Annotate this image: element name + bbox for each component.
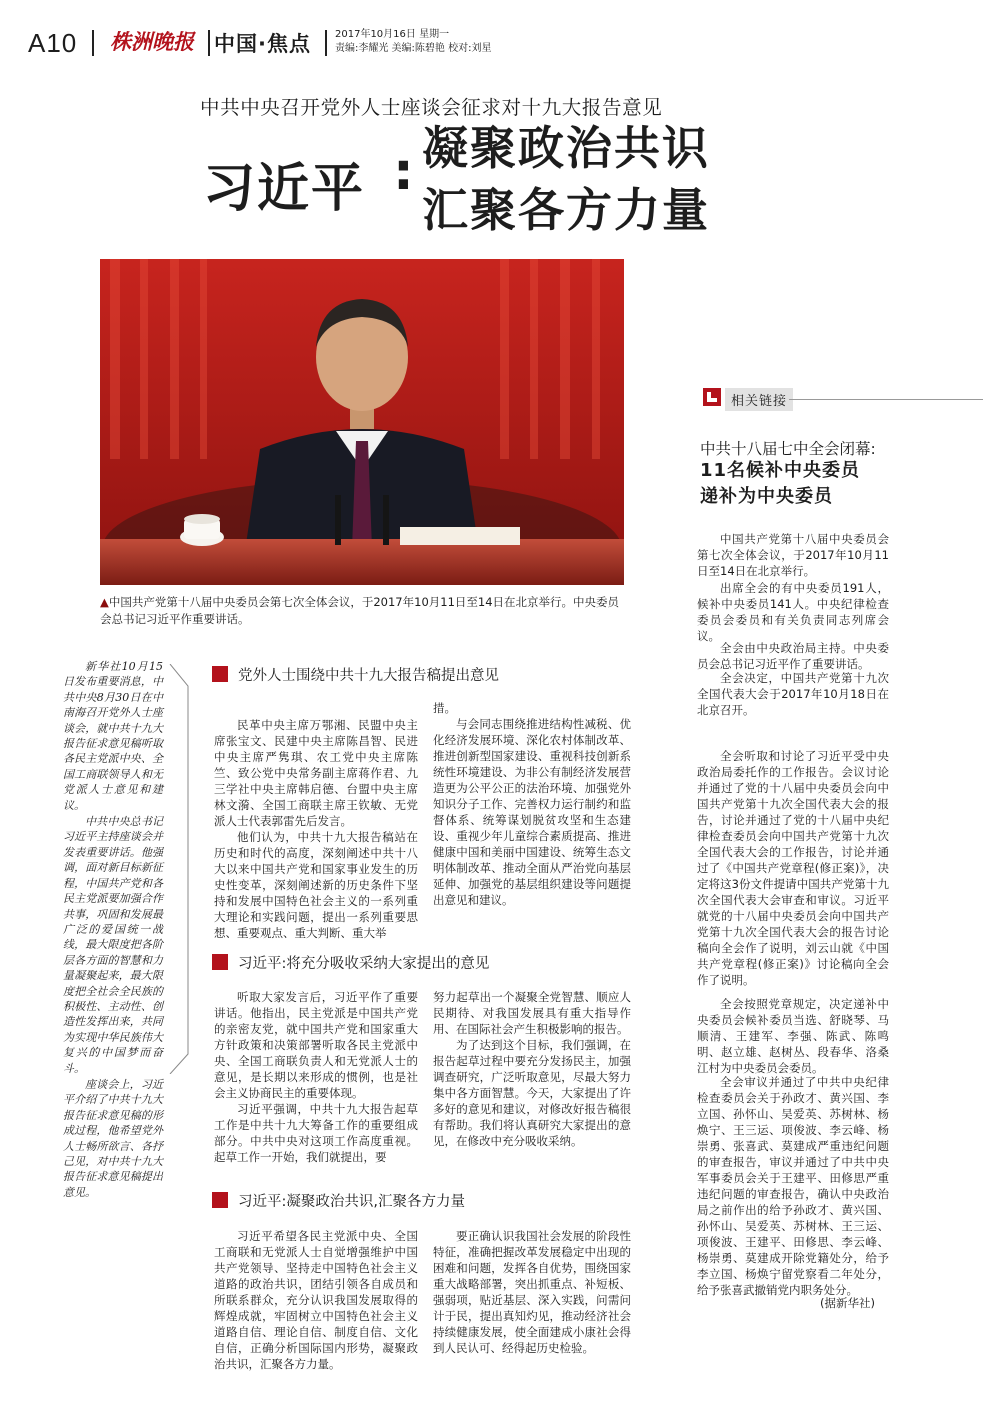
related-paragraph: 全会听取和讨论了习近平受中央政治局委托作的工作报告。会议讨论并通过了党的十八届中央委员会向中国共产党第十九次全国代表大会的报告，讨论并通过了党的十八届中央纪律检查委员会向中国共产党第十九次全国代表大会的工作报告，讨论并通过了《中国共产党章程(修正案)》，决定将这3份文件提请中国共产党第十九次全国代表大会审查和审议。习近平就党的十八届中央委员会向中国共产党第十九次全国代表大会的报告讨论稿向全会作了说明，刘云山就《中国共产党章程(修正案)》讨论稿向全会作了说明。 <box>697 749 889 987</box>
section-title: 习近平:将充分吸收采纳大家提出的意见 <box>238 956 490 972</box>
section-header <box>212 1190 652 1212</box>
headline-speaker: 习近平 <box>203 159 366 219</box>
related-source: (据新华社) <box>820 1296 875 1310</box>
article-paragraph: 习近平希望各民主党派中央、全国工商联和无党派人士自觉增强维护中国共产党领导、坚持走中国特色社会主义道路的政治共识，团结引领各自成员和所联系群众，充分认识我国发展取得的辉煌成就，牢固树立中国特色社会主义道路自信、理论自信、制度自信、文化自信，正确分析国际国内形势，凝聚政治共识，汇聚各方力量。 <box>214 1229 418 1371</box>
photo-caption <box>100 594 630 628</box>
related-paragraph: 全会由中央政治局主持。中央委员会总书记习近平作了重要讲话。 <box>697 641 889 671</box>
article-paragraph: 努力起草出一个凝聚全党智慧、顺应人民期待、对我国发展具有重大指导作用、在国际社会产生积极影响的报告。 <box>433 990 631 1036</box>
article-paragraph: 措。 <box>433 701 456 715</box>
related-title-line-1: 11名候补中央委员 <box>700 460 861 481</box>
article-paragraph: 听取大家发言后，习近平作了重要讲话。他指出，民主党派是中国共产党的亲密友党，就中国共产党和国家重大方针政策和决策部署听取各民主党派中央、全国工商联负责人和无党派人士的意见，是长期以来形成的惯例，也是社会主义协商民主的重要体现。 <box>214 990 418 1100</box>
masthead-meta <box>335 28 491 56</box>
section-3-right-column <box>433 1228 631 1356</box>
red-corner-arrow-icon <box>703 388 721 406</box>
red-square-marker-icon <box>212 1192 228 1208</box>
headline-colon: : <box>393 142 414 202</box>
section-title: 习近平:凝聚政治共识,汇聚各方力量 <box>238 1194 465 1210</box>
related-links-rule <box>789 399 983 400</box>
article-paragraph: 与会同志围绕推进结构性减税、优化经济发展环境、深化农村体制改革、推进创新型国家建设、重视科技创新系统性环境建设、为非公有制经济发展营造更为公平公正的法治环境、加强党外知识分子工作、完善权力运行制约和监督体系、统筹谋划脱贫攻坚和生态建设、重视少年儿童综合素质提高、推进健康中国和美丽中国建设、统筹生态文明体制改革、推动全面从严治党向基层延伸、加强党的基层组织建设等问题提出意见和建议。 <box>433 717 631 907</box>
news-photo <box>100 259 624 585</box>
article-paragraph: 为了达到这个目标，我们强调，在报告起草过程中要充分发扬民主，加强调查研究，广泛听取意见，尽最大努力集中各方面智慧。今天，大家提出了许多好的意见和建议，对修改好报告稿很有帮助。我们将认真研究大家提出的意见，在修改中充分吸收采纳。 <box>433 1038 631 1148</box>
caption-text: 中国共产党第十八届中央委员会第七次全体会议，于2017年10月11日至14日在北京举行。中央委员会总书记习近平作重要讲话。 <box>100 595 620 626</box>
intro-decorative-border <box>168 664 192 1074</box>
section-header <box>212 664 652 686</box>
section-2-right-column <box>433 989 631 1149</box>
related-paragraph: 全会审议并通过了中共中央纪律检查委员会关于孙政才、黄兴国、李立国、孙怀山、吴爱英、苏树林、杨焕宁、王三运、项俊波、李云峰、杨崇勇、张喜武、莫建成严重违纪问题的审查报告，审议并通过了中共中央军事委员会关于王建平、田修思严重违纪问题的审查报告，确认中央政治局之前作出的给予孙政才、黄兴国、孙怀山、吴爱英、苏树林、王三运、项俊波、王建平、田修思、李云峰、杨崇勇、莫建成开除党籍处分，给予李立国、杨焕宁留党察看二年处分，给予张喜武撤销党内职务处分。 <box>697 1075 889 1297</box>
section-1-right-column <box>433 700 631 908</box>
section-2-left-column <box>214 989 418 1165</box>
article-paragraph: 习近平强调，中共十九大报告起草工作是中共十九大筹备工作的重要组成部分。中共中央对这项工作高度重视。起草工作一开始，我们就提出，要 <box>214 1102 418 1164</box>
section-1-left-column <box>214 717 418 941</box>
page-number: A10 <box>28 28 78 58</box>
headline-line-2: 汇聚各方力量 <box>422 183 710 237</box>
related-title-line-2: 递补为中央委员 <box>700 486 833 507</box>
related-paragraph: 全会按照党章规定，决定递补中央委员会候补委员当选、舒晓琴、马顺清、王建军、李强、陈武、陈鸣明、赵立雄、赵树丛、段春华、洛桑江村为中央委员会委员。 <box>697 997 889 1075</box>
red-square-marker-icon <box>212 666 228 682</box>
masthead-divider <box>92 30 94 56</box>
related-paragraph: 出席全会的有中央委员191人，候补中央委员141人。中央纪律检查委员会委员和有关负责同志列席会议。 <box>697 581 889 643</box>
headline-line-1: 凝聚政治共识 <box>422 121 710 175</box>
related-kicker: 中共十八届七中全会闭幕: <box>700 440 876 458</box>
related-links-header <box>703 388 983 410</box>
staff-line: 责编:李耀光 美编:陈碧艳 校对:刘星 <box>335 43 492 54</box>
article-paragraph: 要正确认识我国社会发展的阶段性特征，准确把握改革发展稳定中出现的困难和问题，发挥各自优势，围绕国家重大战略部署，突出抓重点、补短板、强弱项，贴近基层、深入实践，问需问计于民，提出真知灼见，推动经济社会持续健康发展，使全面建成小康社会得到人民认可、经得起历史检验。 <box>433 1229 631 1355</box>
related-paragraph: 全会决定，中国共产党第十九次全国代表大会于2017年10月18日在北京召开。 <box>697 671 889 717</box>
paper-name-logotype: 株洲晚报 <box>110 29 194 54</box>
article-paragraph: 民革中央主席万鄂湘、民盟中央主席张宝文、民建中央主席陈昌智、民进中央主席严隽琪、农工党中央主席陈竺、致公党中央常务副主席蒋作君、九三学社中央主席韩启德、台盟中央主席林文漪、全国工商联主席王钦敏、无党派人士代表郭雷先后发言。 <box>214 718 418 828</box>
section-3-left-column <box>214 1228 418 1372</box>
intro-column <box>63 659 163 1200</box>
headline-kicker: 中共中央召开党外人士座谈会征求对十九大报告意见 <box>200 96 663 119</box>
red-square-marker-icon <box>212 954 228 970</box>
section-title: 党外人士围绕中共十九大报告稿提出意见 <box>238 668 499 684</box>
intro-paragraph: 新华社10月15日发布重要消息，中共中央8月30日在中南海召开党外人士座谈会，就中共十九大报告征求意见稿听取各民主党派中央、全国工商联领导人和无党派人士意见和建议。 <box>63 660 163 812</box>
paper-logo <box>100 28 204 55</box>
section-header <box>212 952 652 974</box>
masthead-divider <box>208 30 210 56</box>
masthead-divider <box>325 30 327 56</box>
article-paragraph: 他们认为，中共十九大报告稿站在历史和时代的高度，深刻阐述中共十八大以来中国共产党和国家事业发生的历史性变革，深刻阐述新的历史条件下坚持和发展中国特色社会主义的一系列重大理论和实践问题，提出一系列重要思想、重要观点、重大判断、重大举 <box>214 830 418 940</box>
intro-paragraph: 座谈会上，习近平介绍了中共十九大报告征求意见稿的形成过程，他希望党外人士畅所欲言、各抒己见，对中共十九大报告征求意见稿提出意见。 <box>63 1077 163 1199</box>
related-paragraph: 中国共产党第十八届中央委员会第七次全体会议，于2017年10月11日至14日在北京举行。 <box>697 532 889 578</box>
date-line: 2017年10月16日 星期一 <box>335 29 450 40</box>
related-links-label: 相关链接 <box>725 388 793 411</box>
intro-paragraph: 中共中央总书记习近平主持座谈会并发表重要讲话。他强调，面对新目标新征程，中国共产党和各民主党派要加强合作共事，巩固和发展最广泛的爱国统一战线，最大限度把各阶层各方面的智慧和力量凝聚起来，最大限度把全社会全民族的积极性、主动性、创造性发挥出来，共同为实现中华民族伟大复兴的中国梦而奋斗。 <box>63 815 163 1075</box>
section-name: 中国·焦点 <box>214 32 311 56</box>
caption-marker: ▲ <box>100 595 109 609</box>
related-title <box>700 458 860 510</box>
